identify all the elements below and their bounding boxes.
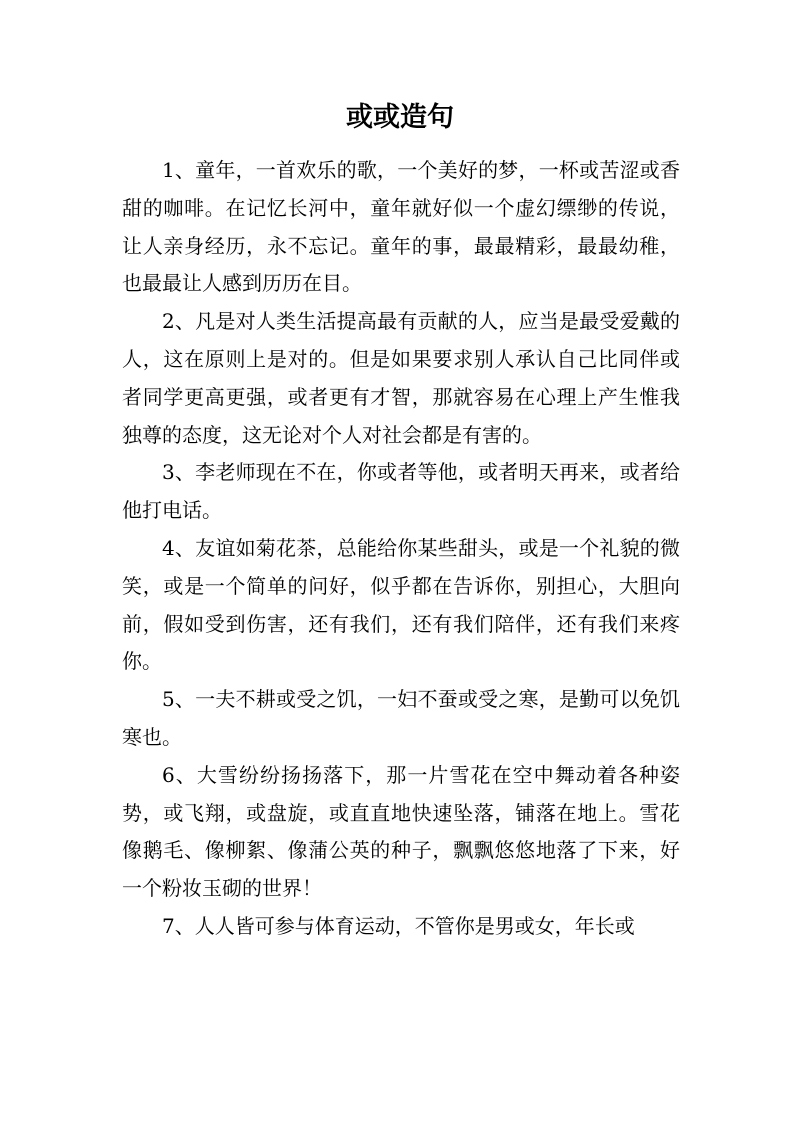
paragraph-5: 5、一夫不耕或受之饥，一妇不蚕或受之寒，是勤可以免饥寒也。: [122, 687, 680, 749]
paragraph-2: 2、凡是对人类生活提高最有贡献的人，应当是最受爱戴的人，这在原则上是对的。但是如果要求别人承认自己比同伴或者同学更高更强，或者更有才智，那就容易在心理上产生惟我独尊的态度，这无论对个人对社会都是有害的。: [122, 309, 680, 447]
paragraph-6: 6、大雪纷纷扬扬落下，那一片雪花在空中舞动着各种姿势，或飞翔，或盘旋，或直直地快速坠落，铺落在地上。雪花像鹅毛、像柳絮、像蒲公英的种子，飘飘悠悠地落了下来，好一个粉妆玉砌的世界！: [122, 762, 680, 901]
paragraph-7: 7、人人皆可参与体育运动，不管你是男或女，年长或: [162, 913, 635, 938]
paragraph-3: 3、李老师现在不在，你或者等他，或者明天再来，或者给他打电话。: [122, 460, 680, 523]
paragraph-1: 1、童年，一首欢乐的歌，一个美好的梦，一杯或苦涩或香甜的咖啡。在记忆长河中，童年就好似一个虚幻缥缈的传说，让人亲身经历，永不忘记。童年的事，最最精彩，最最幼稚，也最最让人感到历历在目。: [122, 158, 680, 296]
document-title: 或或造句: [346, 102, 454, 133]
paragraph-4: 4、友谊如菊花茶，总能给你某些甜头，或是一个礼貌的微笑，或是一个简单的问好，似乎都在告诉你，别担心，大胆向前，假如受到伤害，还有我们，还有我们陪伴，还有我们来疼你。: [122, 535, 680, 674]
document-body: [122, 152, 680, 946]
